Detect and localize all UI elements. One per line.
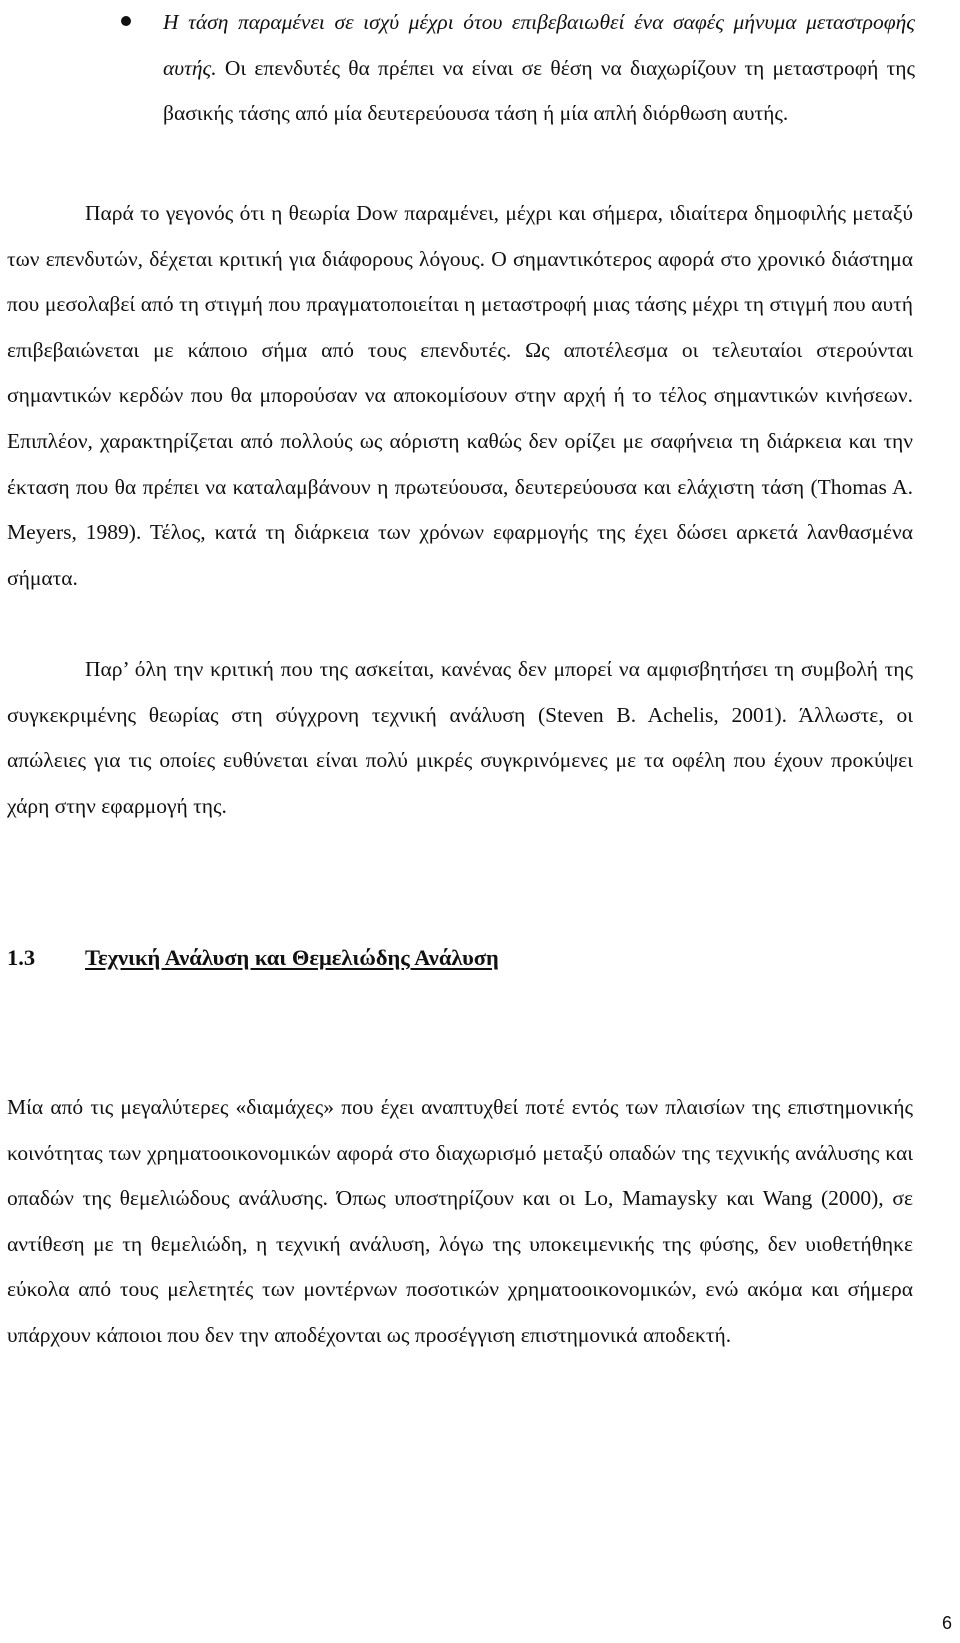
section-number: 1.3 bbox=[7, 945, 36, 970]
section-heading bbox=[7, 943, 499, 973]
paragraph-dow-criticism bbox=[7, 191, 913, 601]
bullet-normal-text: Οι επενδυτές θα πρέπει να είναι σε θέση να διαχωρίζουν τη μεταστροφή της βασικής τάσης από μία δευτερεύουσα τάση ή μία απλή διόρθωση αυτής. bbox=[163, 55, 915, 126]
bullet-italic-text: Η τάση παραμένει σε ισχύ μέχρι ότου επιβεβαιωθεί ένα σαφές μήνυμα μεταστροφής αυτής. bbox=[163, 10, 915, 80]
bullet-list-item bbox=[163, 0, 915, 137]
paragraph-2-text: Παρ’ όλη την κριτική που της ασκείται, κανένας δεν μπορεί να αμφισβητήσει τη συμβολή της συγκεκριμένης θεωρίας στη σύγχρονη τεχνική ανάλυση (Steven B. Achelis, 2001). Άλλωστε, οι απώλειες για τις οποίες ευθύνεται είναι πολύ μικρές συγκρινόμενες με τα οφέλη που έχουν προκύψει χάρη στην εφαρμογή της. bbox=[7, 657, 913, 818]
section-title: Τεχνική Ανάλυση και Θεμελιώδης Ανάλυση bbox=[85, 945, 499, 970]
bullet-icon bbox=[121, 16, 131, 26]
paragraph-1-text: Παρά το γεγονός ότι η θεωρία Dow παραμένει, μέχρι και σήμερα, ιδιαίτερα δημοφιλής μεταξύ των επενδυτών, δέχεται κριτική για διάφορους λόγους. Ο σημαντικότερος αφορά στο χρονικό διάστημα που μεσολαβεί από τη στιγμή που πραγματοποιείται η μεταστροφή μιας τάσης μέχρι τη στιγμή που αυτή επιβεβαιώνεται με κάποιο σήμα από τους επενδυτές. Ως αποτέλεσμα οι τελευταίοι στερούνται σημαντικών κερδών που θα μπορούσαν να αποκομίσουν στην αρχή ή το τέλος σημαντικών κινήσεων. Επιπλέον, χαρακτηρίζεται από πολλούς ως αόριστη καθώς δεν ορίζει με σαφήνεια τη διάρκεια και την έκταση που θα πρέπει να καταλαμβάνουν η πρωτεύουσα, δευτερεύουσα και ελάχιστη τάση (Thomas A. Meyers, 1989). Τέλος, κατά τη διάρκεια των χρόνων εφαρμογής της έχει δώσει αρκετά λανθασμένα σήματα. bbox=[7, 201, 913, 590]
paragraph-3-text: Μία από τις μεγαλύτερες «διαμάχες» που έχει αναπτυχθεί ποτέ εντός των πλαισίων της επιστημονικής κοινότητας των χρηματοοικονομικών αφορά στο διαχωρισμό μεταξύ οπαδών της τεχνικής ανάλυσης και οπαδών της θεμελιώδους ανάλυσης. Όπως υποστηρίζουν και οι Lo, Mamaysky και Wang (2000), σε αντίθεση με τη θεμελιώδη, η τεχνική ανάλυση, λόγω της υποκειμενικής της φύσης, δεν υιοθετήθηκε εύκολα από τους μελετητές των μοντέρνων ποσοτικών χρηματοοικονομικών, ενώ ακόμα και σήμερα υπάρχουν κάποιοι που δεν την αποδέχονται ως προσέγγιση επιστημονικά αποδεκτή. bbox=[7, 1095, 913, 1347]
paragraph-dow-contribution bbox=[7, 647, 913, 829]
paragraph-technical-vs-fundamental bbox=[7, 1085, 913, 1359]
page-number: 6 bbox=[941, 1613, 952, 1633]
